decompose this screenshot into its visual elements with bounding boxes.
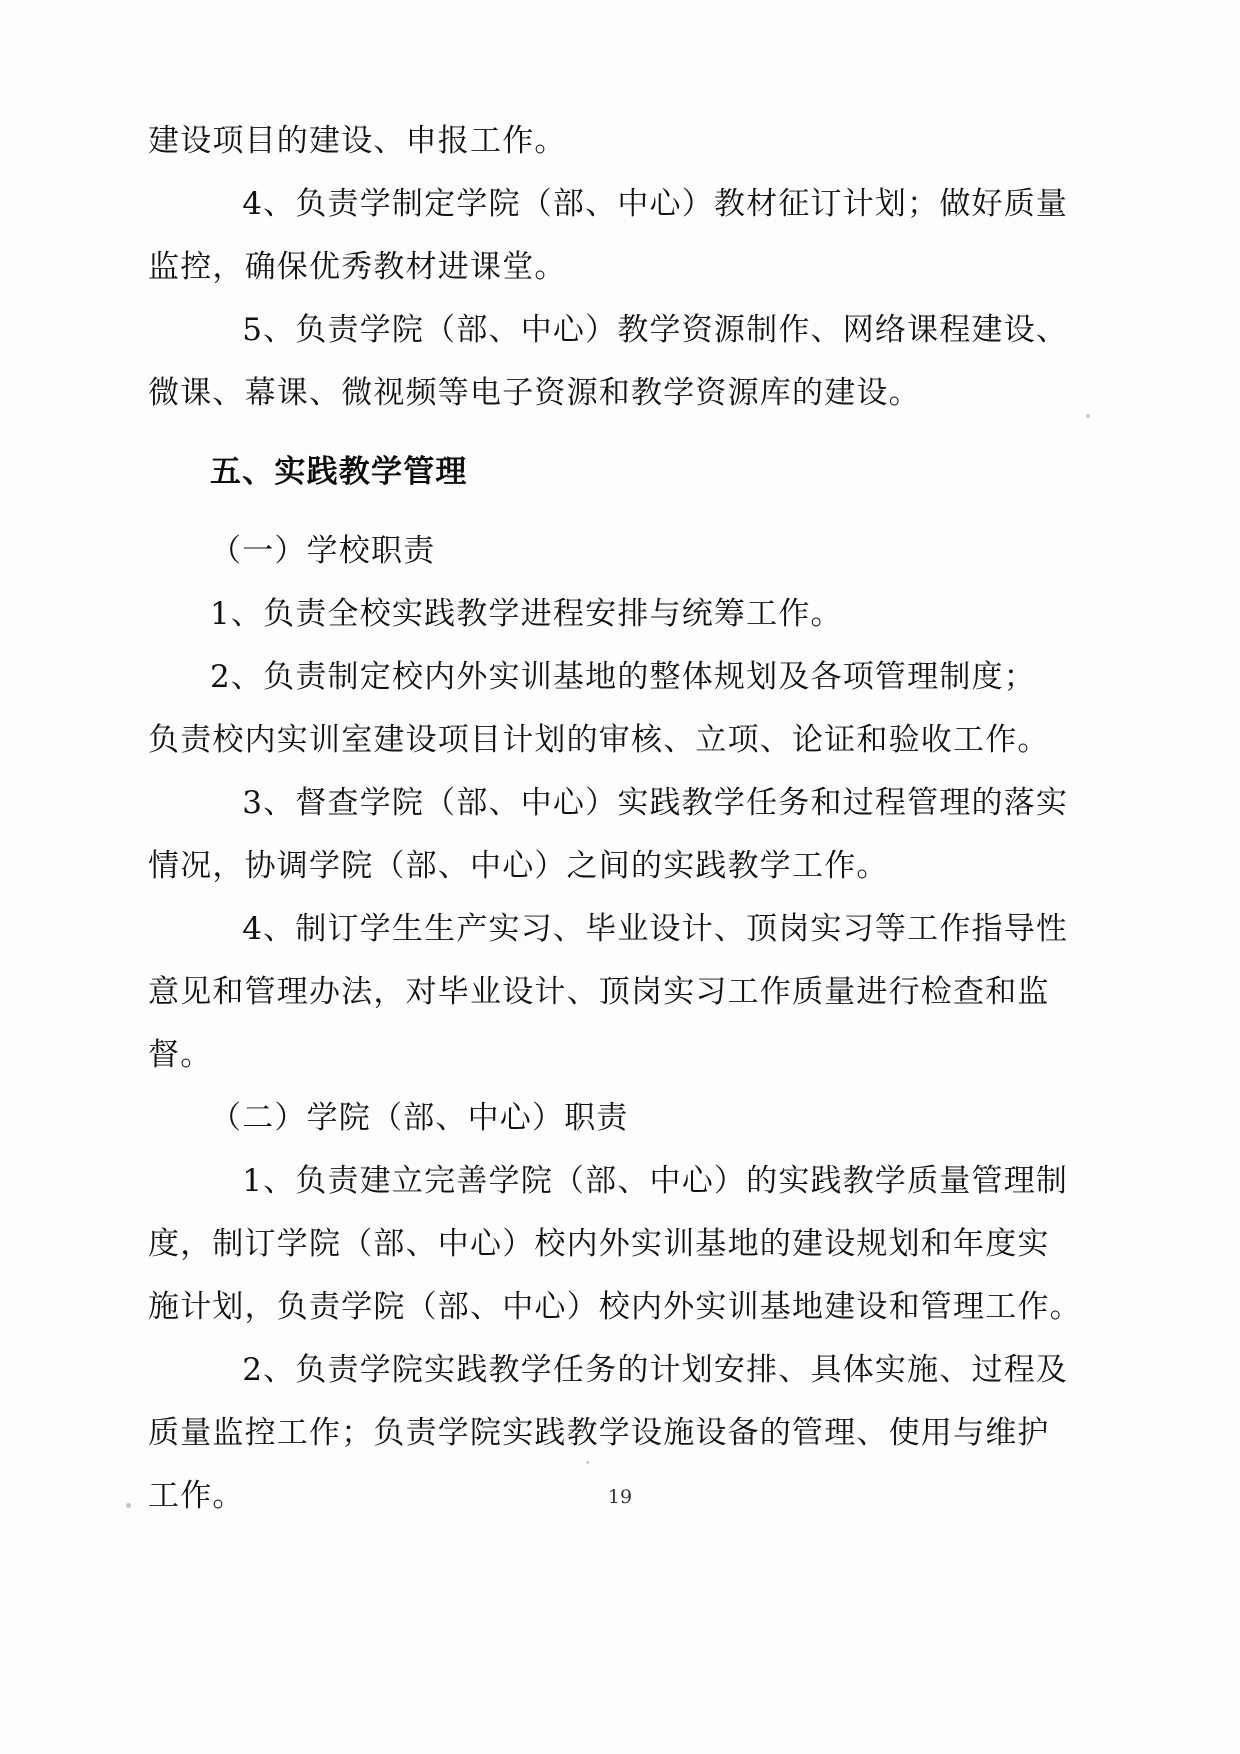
body-line: 施计划，负责学院（部、中心）校内外实训基地建设和管理工作。 — [148, 1289, 1082, 1325]
body-line: 2、负责制定校内外实训基地的整体规划及各项管理制度； — [210, 659, 1036, 695]
scan-speck — [126, 1503, 131, 1508]
body-line: 5、负责学院（部、中心）教学资源制作、网络课程建设、 — [210, 312, 1069, 348]
page-number: 19 — [607, 1486, 633, 1508]
body-line: 1、负责全校实践教学进程安排与统筹工作。 — [210, 596, 843, 632]
body-line: 微课、幕课、微视频等电子资源和教学资源库的建设。 — [148, 375, 921, 411]
body-line: 意见和管理办法，对毕业设计、顶岗实习工作质量进行检查和监 — [148, 974, 1050, 1010]
body-line: 负责校内实训室建设项目计划的审核、立项、论证和验收工作。 — [148, 722, 1050, 758]
subsection-heading: （二）学院（部、中心）职责 — [210, 1100, 629, 1136]
body-line: 1、负责建立完善学院（部、中心）的实践教学质量管理制 — [210, 1163, 1069, 1199]
body-line: 度，制订学院（部、中心）校内外实训基地的建设规划和年度实 — [148, 1226, 1050, 1262]
section-spacer — [148, 504, 993, 520]
body-line: 4、制订学生生产实习、毕业设计、顶岗实习等工作指导性 — [210, 911, 1069, 947]
body-line: 情况，协调学院（部、中心）之间的实践教学工作。 — [148, 848, 889, 884]
subsection-heading: （一）学校职责 — [210, 533, 436, 569]
section-spacer — [148, 425, 993, 441]
body-line: 2、负责学院实践教学任务的计划安排、具体实施、过程及 — [210, 1352, 1069, 1388]
scan-speck — [1086, 414, 1090, 418]
body-line: 4、负责学制定学院（部、中心）教材征订计划；做好质量 — [210, 186, 1069, 222]
body-line: 建设项目的建设、申报工作。 — [148, 123, 567, 159]
section-heading: 五、实践教学管理 — [210, 454, 468, 490]
body-line: 工作。 — [148, 1478, 245, 1514]
body-line: 3、督查学院（部、中心）实践教学任务和过程管理的落实 — [210, 785, 1069, 821]
body-line: 督。 — [148, 1037, 213, 1073]
body-line: 质量监控工作；负责学院实践教学设施设备的管理、使用与维护 — [148, 1415, 1050, 1451]
scan-speck — [586, 1461, 589, 1464]
document-body — [148, 110, 1082, 1528]
body-line: 监控，确保优秀教材进课堂。 — [148, 249, 567, 285]
